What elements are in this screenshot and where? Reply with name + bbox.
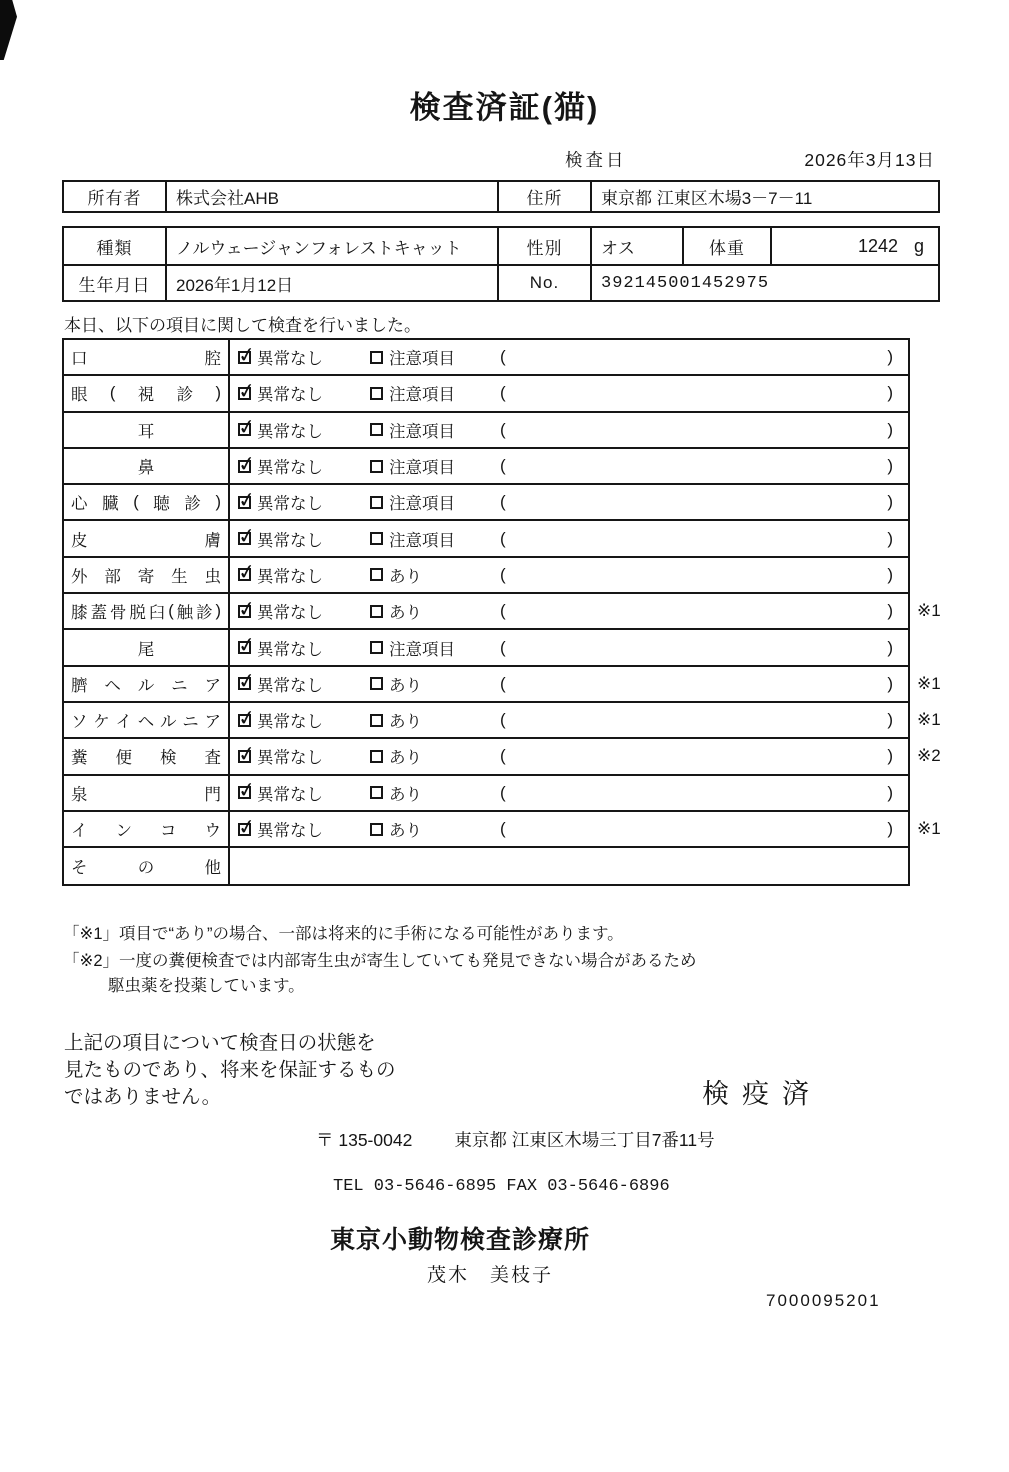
option-flagged-label: 注意項目 [389, 459, 455, 478]
option-no-abnormality-label: 異常なし [257, 749, 323, 768]
birthdate-value: 2026年1月12日 [167, 266, 499, 300]
checkbox-empty-icon [370, 714, 383, 727]
option-flagged [370, 454, 490, 478]
quarantine-stamp: 検疫済 [702, 1079, 822, 1109]
checkbox-checked-icon [238, 714, 251, 727]
result-parentheses: ( ) [500, 782, 893, 802]
breed-value: ノルウェージャンフォレストキャット [167, 228, 499, 264]
option-no-abnormality [238, 599, 370, 623]
sex-label: 性別 [499, 228, 592, 264]
clinic-name: 東京小動物検査診療所 [330, 1226, 591, 1254]
checklist-row-body [230, 667, 908, 701]
option-no-abnormality-label: 異常なし [257, 640, 323, 659]
option-flagged-label: あり [389, 676, 422, 695]
disclaimer-line2: 見たものであり、将来を保証するもの [64, 1059, 396, 1081]
footnote-marker: ※1 [917, 819, 941, 838]
option-no-abnormality [238, 781, 370, 805]
checklist-item-label: 泉 門 [64, 776, 230, 810]
option-no-abnormality-label: 異常なし [257, 422, 323, 441]
clinic-tel-fax: TEL 03-5646-6895 FAX 03-5646-6896 [333, 1177, 670, 1196]
checkbox-checked-icon [238, 460, 251, 473]
checklist-row [64, 449, 908, 485]
disclaimer-line1: 上記の項目について検査日の状態を [64, 1032, 376, 1054]
option-no-abnormality [238, 563, 370, 587]
option-no-abnormality [238, 454, 370, 478]
option-no-abnormality-label: 異常なし [257, 676, 323, 695]
option-flagged [370, 817, 490, 841]
result-parentheses: ( ) [500, 601, 893, 621]
checklist-row [64, 594, 941, 630]
checklist-item-label: イ ン コ ウ [64, 812, 230, 846]
checkbox-checked-icon [238, 750, 251, 763]
checkbox-empty-icon [370, 351, 383, 364]
checklist-row [64, 776, 908, 812]
footnote-marker: ※2 [917, 746, 941, 766]
checklist-item-label: 尾 [64, 630, 230, 664]
option-flagged-label: あり [389, 567, 422, 586]
option-flagged [370, 781, 490, 805]
checklist-row [64, 848, 908, 884]
checklist-row [64, 340, 908, 376]
checkbox-empty-icon [370, 387, 383, 400]
exam-date-value: 2026年3月13日 [804, 150, 935, 170]
option-no-abnormality-label: 異常なし [257, 713, 323, 732]
option-flagged [370, 744, 490, 768]
checkbox-checked-icon [238, 677, 251, 690]
option-no-abnormality [238, 418, 370, 442]
checklist-item-label: 耳 [64, 413, 230, 447]
birthdate-label: 生年月日 [64, 266, 167, 300]
checkbox-empty-icon [370, 568, 383, 581]
checklist-row [64, 667, 941, 703]
checklist-row-body [230, 376, 908, 410]
option-flagged [370, 563, 490, 587]
option-no-abnormality-label: 異常なし [257, 604, 323, 623]
option-flagged-label: 注意項目 [389, 640, 455, 659]
result-parentheses: ( ) [500, 456, 893, 476]
checklist-row-body [230, 449, 908, 483]
checkbox-checked-icon [238, 351, 251, 364]
checklist-row [64, 521, 908, 557]
weight-label: 体重 [684, 228, 772, 264]
checkbox-checked-icon [238, 605, 251, 618]
option-flagged-label: 注意項目 [389, 495, 455, 514]
checklist-row [64, 485, 908, 521]
option-flagged-label: 注意項目 [389, 350, 455, 369]
owner-label: 所有者 [64, 182, 167, 211]
breed-label: 種類 [64, 228, 167, 264]
checkbox-checked-icon [238, 641, 251, 654]
address-value: 東京都 江東区木場3－7－11 [601, 189, 813, 208]
result-parentheses: ( ) [500, 673, 893, 693]
option-flagged-label: あり [389, 822, 422, 840]
checklist-row-body [230, 812, 908, 846]
weight-value: 1242 [857, 235, 898, 256]
option-no-abnormality-label: 異常なし [257, 459, 323, 478]
checklist-row-body [230, 558, 908, 592]
checklist-row [64, 630, 908, 666]
checklist-row-body [230, 703, 908, 737]
result-parentheses: ( ) [500, 819, 893, 838]
result-parentheses: ( ) [500, 564, 893, 584]
footnote-1: 「※1」項目で“あり”の場合、一部は将来的に手術になる可能性があります。 [63, 925, 624, 943]
checklist-item-label: 心 臓 ( 聴 診 ) [64, 485, 230, 519]
checkbox-empty-icon [370, 750, 383, 763]
option-no-abnormality [238, 490, 370, 514]
checklist-row [64, 739, 941, 775]
option-no-abnormality-label: 異常なし [257, 495, 323, 514]
checklist-item-label: 膝 蓋 骨 脱 臼 ( 触 診 ) [64, 594, 230, 628]
option-no-abnormality-label: 異常なし [257, 567, 323, 586]
result-parentheses: ( ) [500, 347, 893, 367]
result-parentheses: ( ) [500, 528, 893, 548]
option-flagged [370, 636, 490, 660]
page-title: 検査済証(猫) [409, 90, 600, 125]
footnote-marker: ※1 [917, 601, 941, 621]
weight-cell [772, 228, 938, 264]
option-no-abnormality [238, 527, 370, 551]
exam-date-label: 検査日 [565, 150, 627, 170]
checkbox-empty-icon [370, 423, 383, 436]
footnote-2-line2: 駆虫薬を投薬しています。 [108, 977, 305, 995]
weight-unit: g [913, 235, 924, 256]
footnote-2-line1: 「※2」一度の糞便検査では内部寄生虫が寄生していても発見できない場合があるため [63, 952, 697, 970]
checklist-row [64, 703, 941, 739]
option-flagged [370, 672, 490, 696]
checklist-row-body [230, 630, 908, 664]
pet-info-table [62, 226, 940, 302]
checklist-item-label: ソ ケ イ ヘ ル ニ ア [64, 703, 230, 737]
owner-table [62, 180, 940, 213]
no-value: 392145001452975 [601, 273, 770, 293]
checklist-row-body [230, 340, 908, 374]
disclaimer [64, 1030, 396, 1111]
result-parentheses: ( ) [500, 419, 893, 439]
option-flagged [370, 527, 490, 551]
option-no-abnormality-label: 異常なし [257, 785, 323, 804]
option-no-abnormality [238, 381, 370, 405]
checklist-row-body [230, 848, 908, 884]
checklist-row-body [230, 594, 908, 628]
result-parentheses: ( ) [500, 746, 893, 766]
result-parentheses: ( ) [500, 637, 893, 657]
checklist-row-body [230, 776, 908, 810]
checklist-item-label: 眼 ( 視 診 ) [64, 376, 230, 410]
checklist-row [64, 558, 908, 594]
intro-text: 本日、以下の項目に関して検査を行いました。 [64, 316, 421, 335]
option-no-abnormality [238, 672, 370, 696]
checkbox-empty-icon [370, 641, 383, 654]
checklist-item-label: 皮 膚 [64, 521, 230, 555]
option-no-abnormality [238, 708, 370, 732]
owner-row [64, 182, 938, 211]
option-no-abnormality-label: 異常なし [257, 350, 323, 369]
checklist-row-body [230, 739, 908, 773]
option-flagged-label: 注意項目 [389, 531, 455, 550]
option-flagged-label: あり [389, 749, 422, 768]
sex-value: オス [592, 228, 684, 264]
option-flagged [370, 490, 490, 514]
checklist-row [64, 376, 908, 412]
document-code: 7000095201 [766, 1291, 881, 1310]
option-no-abnormality [238, 345, 370, 369]
veterinarian-name: 茂木 美枝子 [427, 1265, 554, 1286]
option-no-abnormality-label: 異常なし [257, 531, 323, 550]
scan-edge-artifact [0, 0, 17, 60]
option-flagged [370, 708, 490, 732]
checkbox-empty-icon [370, 786, 383, 799]
clinic-address-line [316, 1127, 715, 1152]
checklist-item-label: 臍 ヘ ル ニ ア [64, 667, 230, 701]
option-flagged-label: 注意項目 [389, 386, 455, 405]
disclaimer-line3: ではありません。 [64, 1086, 222, 1108]
footnote-marker: ※1 [917, 710, 941, 730]
option-flagged-label: あり [389, 604, 422, 623]
checklist-row-body [230, 521, 908, 555]
clinic-address: 東京都 江東区木場三丁目7番11号 [454, 1130, 715, 1150]
checklist-row [64, 413, 908, 449]
checkbox-checked-icon [238, 423, 251, 436]
checklist-row-body [230, 485, 908, 519]
checklist-item-label: 口 腔 [64, 340, 230, 374]
option-flagged [370, 418, 490, 442]
checkbox-empty-icon [370, 823, 383, 836]
checkbox-checked-icon [238, 387, 251, 400]
checkbox-empty-icon [370, 677, 383, 690]
checklist-item-label: 外 部 寄 生 虫 [64, 558, 230, 592]
footnote-marker: ※1 [917, 673, 941, 693]
checkbox-empty-icon [370, 496, 383, 509]
checkbox-checked-icon [238, 568, 251, 581]
result-parentheses: ( ) [500, 710, 893, 730]
checkbox-checked-icon [238, 496, 251, 509]
result-parentheses: ( ) [500, 492, 893, 512]
result-parentheses: ( ) [500, 383, 893, 403]
option-no-abnormality-label: 異常なし [257, 386, 323, 405]
checkbox-checked-icon [238, 786, 251, 799]
option-no-abnormality [238, 744, 370, 768]
checkbox-checked-icon [238, 532, 251, 545]
checkbox-checked-icon [238, 823, 251, 836]
no-label: No. [499, 266, 592, 300]
checkbox-empty-icon [370, 460, 383, 473]
option-flagged [370, 599, 490, 623]
checklist-item-label: 鼻 [64, 449, 230, 483]
clinic-postal-code: 〒 135-0042 [316, 1130, 413, 1150]
checkbox-empty-icon [370, 532, 383, 545]
breed-row [64, 228, 938, 264]
option-flagged [370, 345, 490, 369]
checklist-item-label: そ の 他 [64, 848, 230, 884]
option-flagged-label: あり [389, 713, 422, 732]
birthdate-row [64, 264, 938, 300]
checklist-table [62, 338, 941, 886]
option-no-abnormality-label: 異常なし [257, 822, 323, 840]
option-flagged [370, 381, 490, 405]
checklist-row [64, 812, 941, 848]
checklist-row-body [230, 413, 908, 447]
option-flagged-label: あり [389, 785, 422, 804]
option-no-abnormality [238, 817, 370, 841]
owner-value: 株式会社AHB [167, 182, 499, 211]
address-label: 住所 [499, 182, 592, 211]
checkbox-empty-icon [370, 605, 383, 618]
option-no-abnormality [238, 636, 370, 660]
checklist-item-label: 糞 便 検 査 [64, 739, 230, 773]
option-flagged-label: 注意項目 [389, 422, 455, 441]
